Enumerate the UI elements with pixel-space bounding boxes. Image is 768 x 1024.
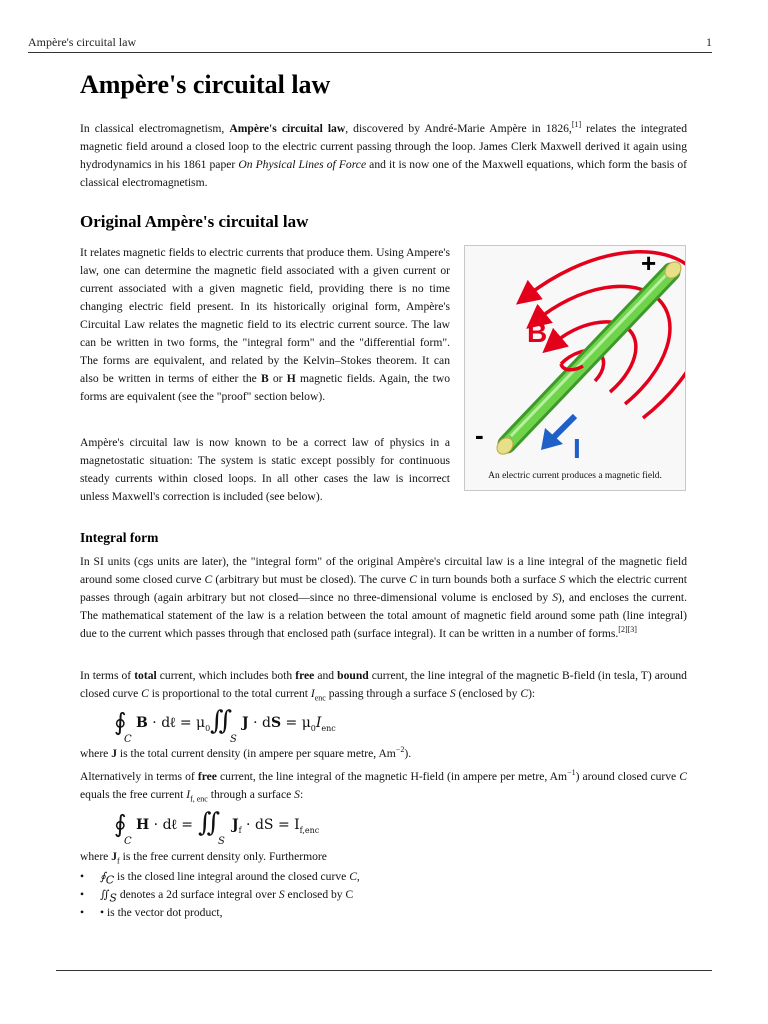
header-rule (28, 52, 712, 53)
current-arrow (541, 416, 575, 450)
section-heading-integral-form: Integral form (80, 530, 159, 545)
label-i: I (573, 433, 581, 464)
equation-ampere-free: ∮ C H · dℓ = ∬ S $J_f$ · dS = $I_{f,enc}$ (114, 808, 320, 847)
label-b: B (527, 317, 548, 348)
intro-paragraph: In classical electromagnetism, Ampère's circuital law, discovered by André-Marie Ampère in 1826,[1] relates the integrated magnetic field around a closed loop to the electric current passing through the loop. James Clerk Maxwell derived it again using hydrodynamics in his 1861 paper On Physical Lines of Force and it is now one of the Maxwell equations, which form the basis of classical electromagnetism. (80, 120, 687, 189)
integral-form-paragraph-3: where J is the total current density (in ampere per square metre, $Am^{-2}$). (80, 745, 412, 760)
label-plus: + (641, 248, 657, 278)
page-number: 1 (706, 35, 712, 49)
citation-link-1[interactable]: [1] (571, 120, 582, 130)
list-item: • $∬_S$ denotes a 2d surface integral over S enclosed by C (80, 886, 360, 904)
intro-bold-term: Ampère's circuital law (229, 122, 346, 135)
citation-link-2-3[interactable]: [2][3] (618, 625, 637, 635)
footer-rule (56, 970, 712, 971)
integral-form-paragraph-4: Alternatively in terms of free current, the line integral of the magnetic H-field (in ampere per metre, $Am^{-1}$) around closed curve C equals the free current $I_{f, enc}$ through a surface S: (80, 768, 687, 804)
list-item: • • is the vector dot product, (80, 904, 360, 922)
paper-title: On Physical Lines of Force (238, 158, 367, 171)
section1-paragraph-1: It relates magnetic fields to electric currents that produce them. Using Ampere's law, one can determine the magnetic field associated with a given current or current associated with a given magnetic field, providing there is no time changing electric field present. In its historically original form, Ampère's Circuital Law relates the magnetic field to its electric current source. The law can be written in two forms, the "integral form" and the "differential form". The forms are equivalent, and related by the Kelvin–Stokes theorem. It can also be written in terms of either the B or H magnetic fields. Again, the two forms are equivalent (see the "proof" section below). (80, 246, 450, 403)
label-minus: - (475, 420, 484, 450)
running-header-title: Ampère's circuital law (28, 35, 137, 49)
conductor-wire (494, 259, 685, 458)
notation-list (80, 868, 360, 922)
integral-form-paragraph-2: In terms of total current, which includes both free and bound current, the line integral of the magnetic B-field (in tesla, T) around closed curve C is proportional to the total current $I_{enc}$ passing through a surface S (enclosed by C): (80, 669, 687, 703)
list-item: • $∮_C$ is the closed line integral around the closed curve C, (80, 868, 360, 886)
running-header (28, 35, 712, 50)
equation-ampere-total: ∮ C B · dℓ = $\mu_0$ ∬ S J · dS = $\mu_0I_{enc}$ (114, 706, 336, 745)
figure-illustration (465, 246, 685, 466)
page-title: Ampère's circuital law (80, 70, 331, 99)
figure-thumbnail[interactable] (464, 245, 686, 491)
integral-form-paragraph-1: In SI units (cgs units are later), the "integral form" of the original Ampère's circuital law is a line integral of the magnetic field around some closed curve C (arbitrary but must be closed). The curve C in turn bounds both a surface S which the electric current passes through (again arbitrary but not closed—since no three-dimensional volume is enclosed by S), and encloses the current. The mathematical statement of the law is a relation between the total amount of magnetic field around some path (line integral) due to the current which passes through that enclosed path (surface integral). It can be written in a number of forms.[2][3] (80, 555, 687, 640)
integral-form-paragraph-5: where $J_f$ is the free current density only. Furthermore (80, 850, 327, 866)
section-heading-original: Original Ampère's circuital law (80, 212, 309, 231)
section1-paragraph-2: Ampère's circuital law is now known to be a correct law of physics in a magnetostatic situation: The system is static except possibly for continuous steady currents within closed loops. In all other cases the law is incorrect unless Maxwell's correction is included (see below). (80, 436, 450, 503)
figure-caption: An electric current produces a magnetic field. (488, 471, 662, 481)
